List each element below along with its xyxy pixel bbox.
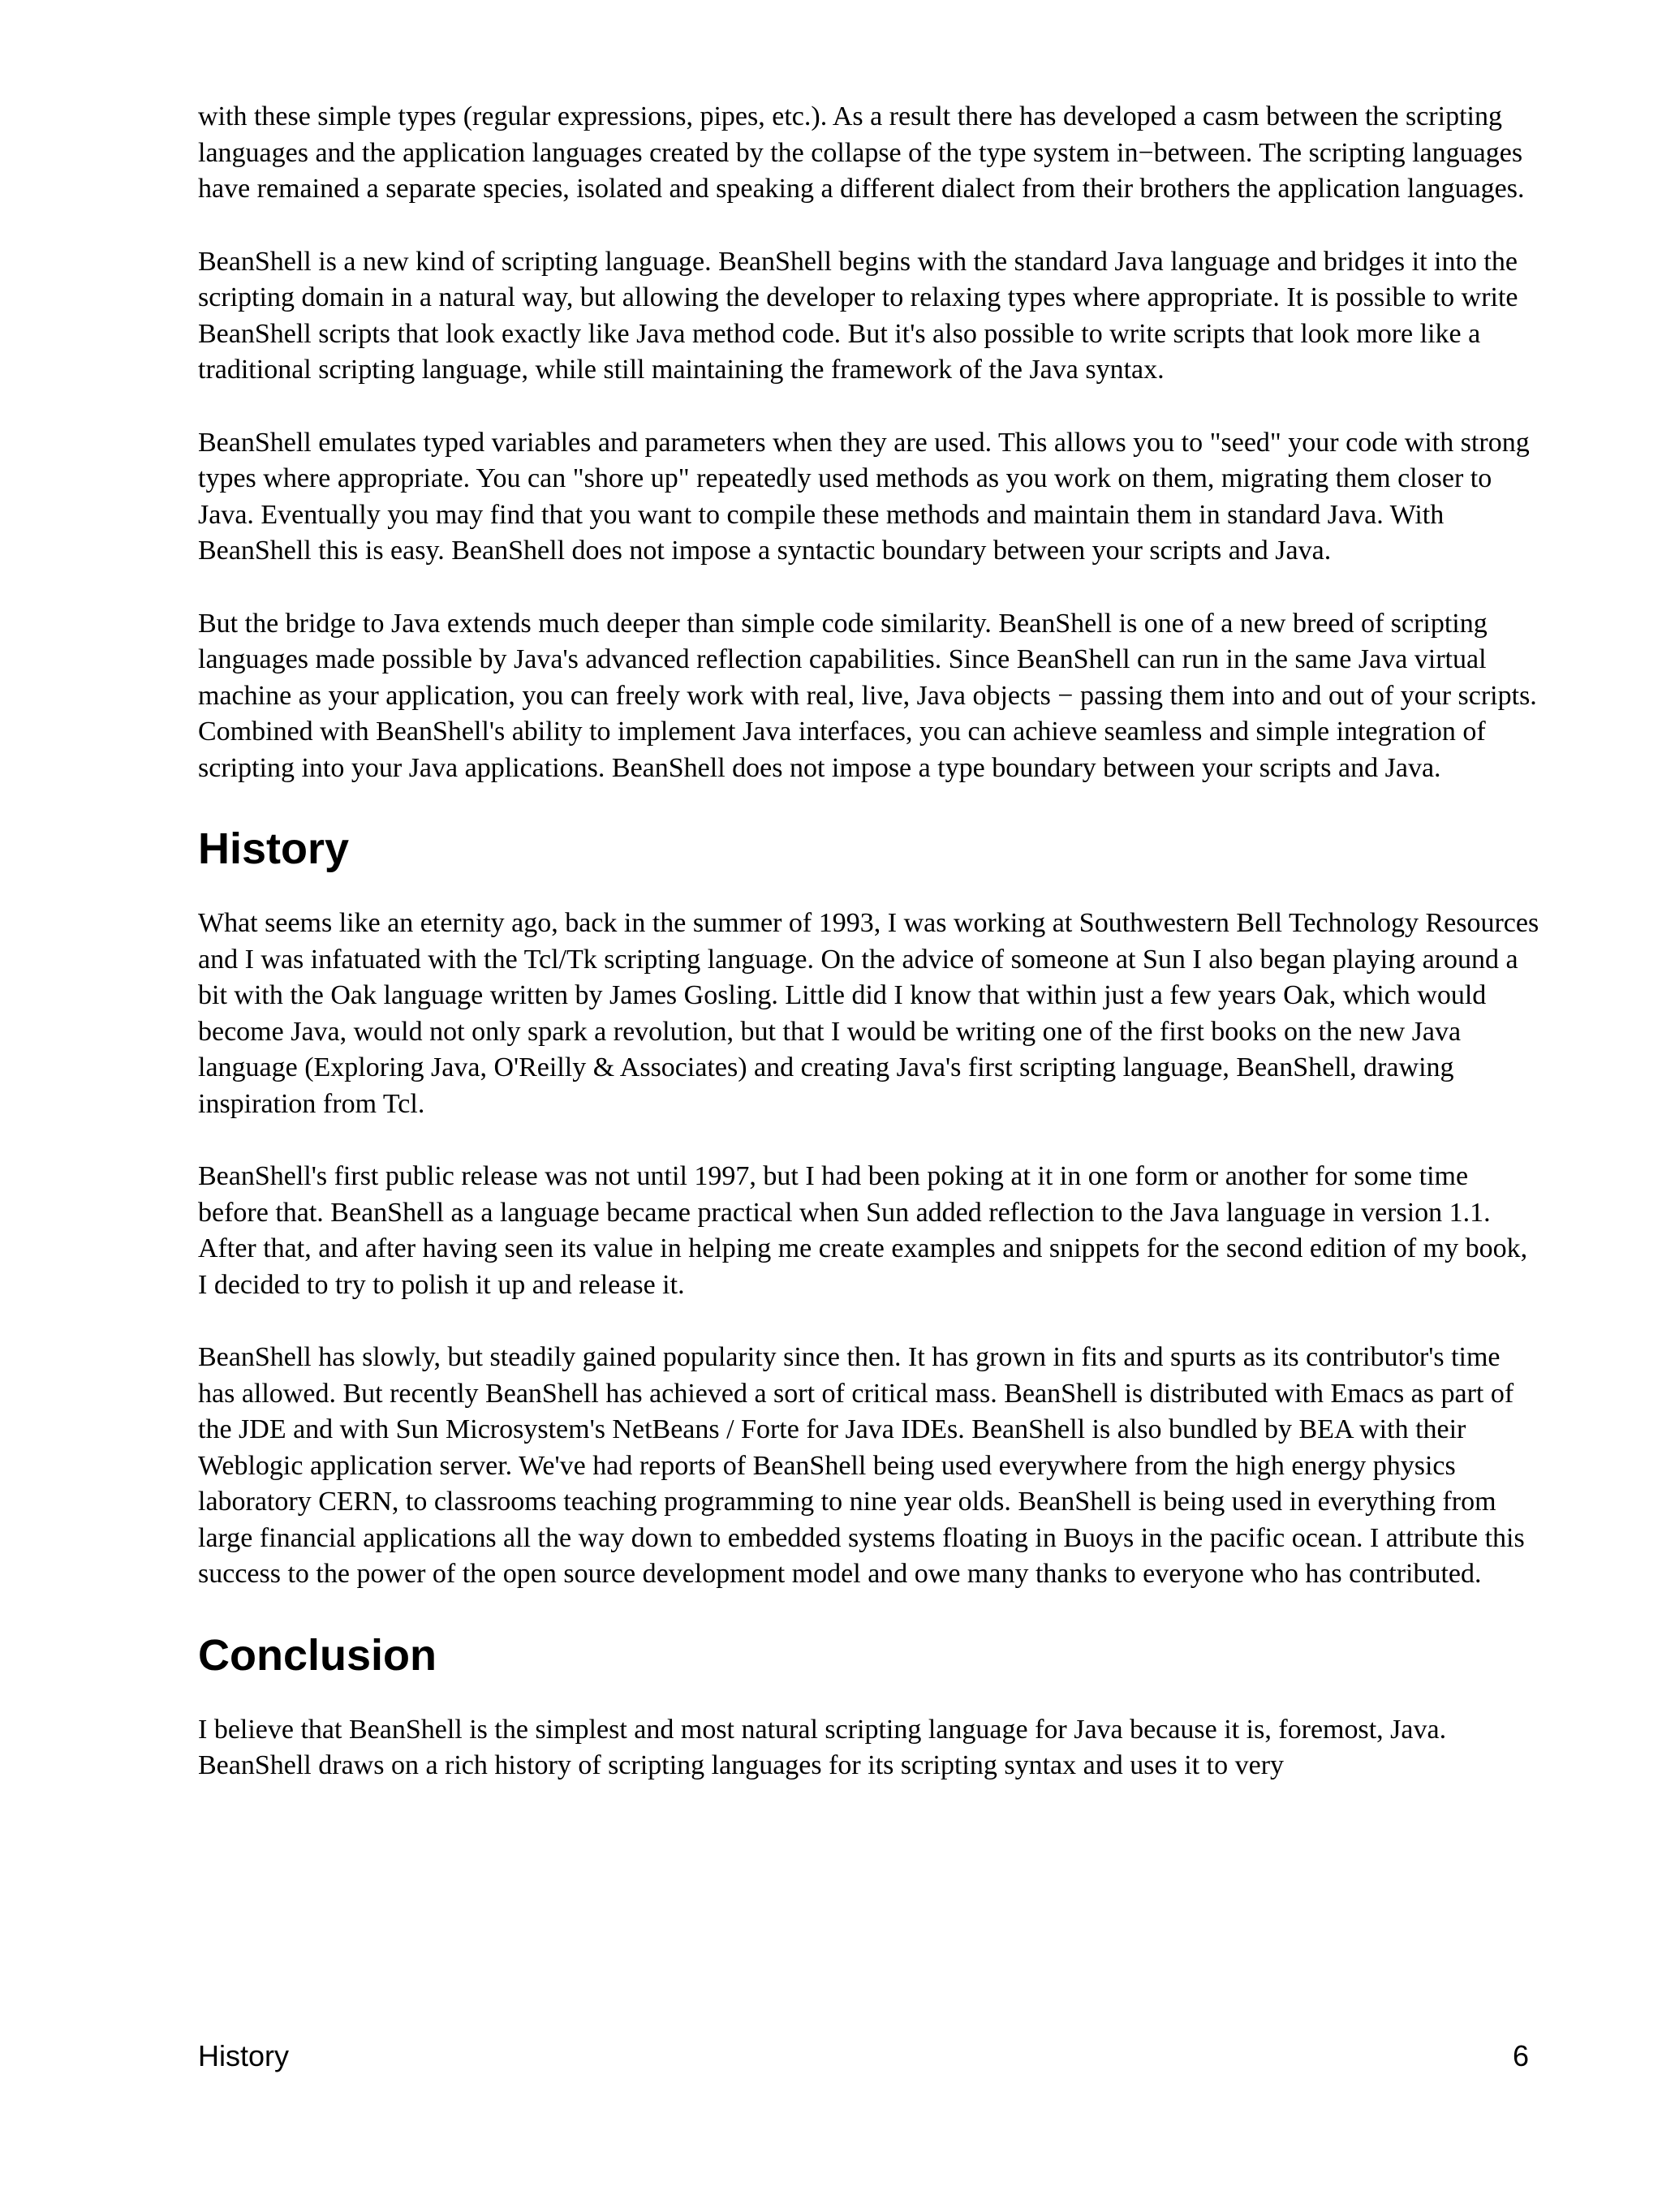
footer-section-title: History	[198, 2039, 290, 2072]
intro-paragraph-1: with these simple types (regular expressions, pipes, etc.). As a result there has developed a casm between the scripting languages and the application languages created by the collapse of the type system in−between. The scripting languages have remained a separate species, isolated and speaking a different dialect from their brothers the application languages.	[198, 101, 1525, 204]
conclusion-heading: Conclusion	[198, 1630, 437, 1680]
history-paragraph-1: What seems like an eternity ago, back in the summer of 1993, I was working at Southwestern Bell Technology Resources and I was infatuated with the Tcl/Tk scripting language. On the advice of someone at Sun I also began playing around a bit with the Oak language written by James Gosling. Little did I know that within just a few years Oak, which would become Java, would not only spark a revolution, but that I would be writing one of the first books on the new Java language (Exploring Java, O'Reilly & Associates) and creating Java's first scripting language, BeanShell, drawing inspiration from Tcl.	[198, 908, 1539, 1119]
intro-paragraph-3: BeanShell emulates typed variables and parameters when they are used. This allows you to "seed" your code with strong types where appropriate. You can "shore up" repeatedly used methods as you work on them, migrating them closer to Java. Eventually you may find that you want to compile these methods and maintain them in standard Java. With BeanShell this is easy. BeanShell does not impose a syntactic boundary between your scripts and Java.	[198, 427, 1530, 566]
history-paragraph-3: BeanShell has slowly, but steadily gained popularity since then. It has grown in fits and spurts as its contributor's time has allowed. But recently BeanShell has achieved a sort of critical mass. BeanShell is distributed with Emacs as part of the JDE and with Sun Microsystem's NetBeans / Forte for Java IDEs. BeanShell is also bundled by BEA with their Weblogic application server. We've had reports of BeanShell being used everywhere from the high energy physics laboratory CERN, to classrooms teaching programming to nine year olds. BeanShell is being used in everything from large financial applications all the way down to embedded systems floating in Buoys in the pacific ocean. I attribute this success to the power of the open source development model and owe many thanks to everyone who has contributed.	[198, 1342, 1525, 1589]
conclusion-paragraph-1: I believe that BeanShell is the simplest and most natural scripting language for Java because it is, foremost, Java. BeanShell draws on a rich history of scripting languages for its scripting syntax and uses it to very	[198, 1714, 1447, 1780]
intro-paragraph-2: BeanShell is a new kind of scripting language. BeanShell begins with the standard Java language and bridges it into the scripting domain in a natural way, but allowing the developer to relaxing types where appropriate. It is possible to write BeanShell scripts that look exactly like Java method code. But it's also possible to write scripts that look more like a traditional scripting language, while still maintaining the framework of the Java syntax.	[198, 246, 1518, 385]
page-number: 6	[1512, 2039, 1529, 2072]
page-content	[198, 99, 1542, 1821]
intro-paragraph-4: But the bridge to Java extends much deeper than simple code similarity. BeanShell is one of a new breed of scripting languages made possible by Java's advanced reflection capabilities. Since BeanShell can run in the same Java virtual machine as your application, you can freely work with real, live, Java objects − passing them into and out of your scripts. Combined with BeanShell's ability to implement Java interfaces, you can achieve seamless and simple integration of scripting into your Java applications. BeanShell does not impose a type boundary between your scripts and Java.	[198, 608, 1537, 783]
history-paragraph-2: BeanShell's first public release was not until 1997, but I had been poking at it in one form or another for some time before that. BeanShell as a language became practical when Sun added reflection to the Java language in version 1.1. After that, and after having seen its value in helping me create examples and snippets for the second edition of my book, I decided to try to polish it up and release it.	[198, 1161, 1528, 1300]
history-heading: History	[198, 824, 350, 873]
page-footer	[198, 2038, 1529, 2074]
